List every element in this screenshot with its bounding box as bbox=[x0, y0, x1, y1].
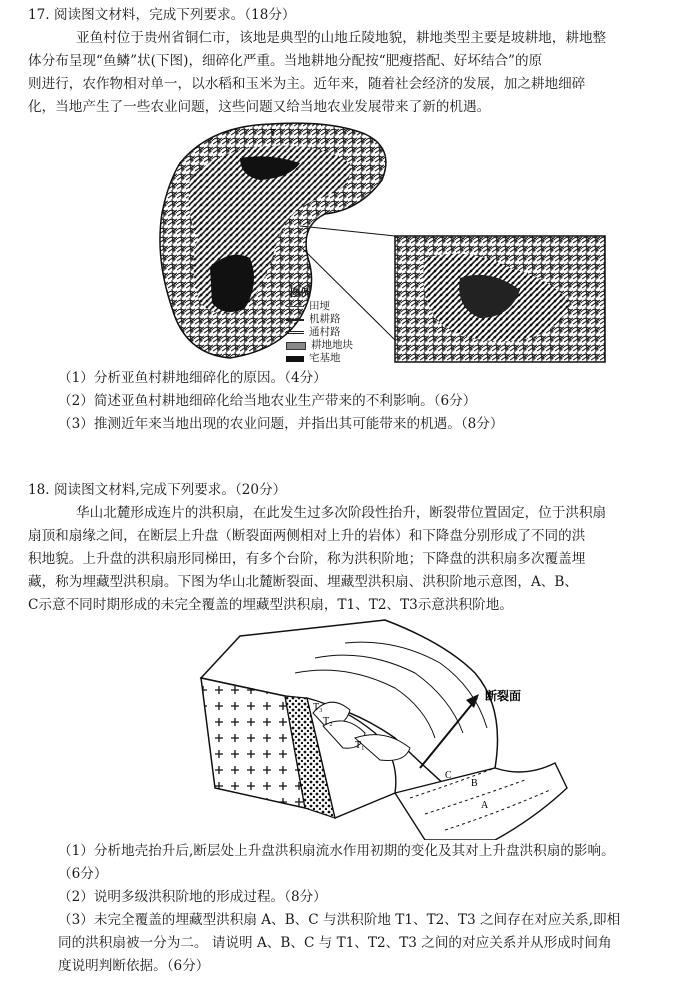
q18-question-3-cont: 度说明判断依据。（6分） bbox=[58, 958, 210, 974]
legend-item: 田埂 bbox=[286, 300, 353, 313]
alluvial-fan-diagram bbox=[195, 618, 575, 840]
label-t3: T₃ bbox=[313, 702, 323, 713]
label-fault: 断裂面 bbox=[485, 689, 522, 703]
legend-item: 宅基地 bbox=[286, 352, 353, 365]
q18-para-line: 藏，称为埋藏型洪积扇。下图为华山北麓断裂面、埋藏型洪积扇、洪积阶地示意图，A、B、 bbox=[28, 574, 578, 590]
label-t2: T₂ bbox=[323, 716, 333, 727]
q17-para-line: 体分布呈现“鱼鳞”状(下图)，细碎化严重。当地耕地分配按“肥瘦搭配、好坏结合”的原 bbox=[28, 53, 543, 69]
map-label-t: T bbox=[270, 128, 277, 139]
q18-para-line: 华山北麓形成连片的洪积扇，在此发生过多次阶段性抬升，断裂带位置固定，位于洪积扇 bbox=[76, 505, 607, 521]
q17-question-1: （1）分析亚鱼村耕地细碎化的原因。（4分） bbox=[58, 370, 327, 386]
q17-para-line: 化，当地产生了一些农业问题，这些问题又给当地农业发展带来了新的机遇。 bbox=[28, 99, 491, 115]
q18-para-line: 扇顶和扇缘之间，在断层上升盘（断裂面两侧相对上升的岩体）和下降盘分别形成了不同的洪 bbox=[28, 528, 586, 544]
label-c: C bbox=[445, 770, 452, 781]
legend-item: 机耕路 bbox=[286, 313, 353, 326]
label-b: B bbox=[471, 778, 478, 789]
q18-question-1-score: （6分） bbox=[58, 866, 108, 882]
legend-item: 通村路 bbox=[286, 326, 353, 339]
map-legend bbox=[286, 287, 353, 365]
legend-item: 耕地地块 bbox=[286, 339, 353, 352]
q18-question-2: （2）说明多级洪积阶地的形成过程。（8分） bbox=[58, 889, 327, 905]
legend-swatch bbox=[286, 331, 304, 334]
label-a: A bbox=[481, 800, 489, 811]
label-t1: T₁ bbox=[355, 740, 365, 751]
q17-header: 17. 阅读图文材料，完成下列要求。（18分） bbox=[28, 7, 296, 23]
q18-question-3: （3）未完全覆盖的埋藏型洪积扇 A、B、C 与洪积阶地 T1、T2、T3 之间存在对应关系,即相 bbox=[58, 912, 621, 928]
q17-para-line: 亚鱼村位于贵州省铜仁市，该地是典型的山地丘陵地貌，耕地类型主要是坡耕地，耕地整 bbox=[76, 30, 607, 46]
q18-para-line: C示意不同时期形成的未完全覆盖的埋藏型洪积扇，T1、T2、T3示意洪积阶地。 bbox=[28, 597, 513, 613]
q17-question-3: （3）推测近年来当地出现的农业问题，并指出其可能带来的机遇。（8分） bbox=[58, 416, 504, 432]
legend-swatch bbox=[286, 306, 304, 307]
village-farmland-map bbox=[150, 118, 610, 370]
q18-question-1: （1）分析地壳抬升后,断层处上升盘洪积扇流水作用初期的变化及其对上升盘洪积扇的影响。 bbox=[58, 843, 615, 859]
q18-header: 18. 阅读图文材料,完成下列要求。（20分） bbox=[28, 482, 287, 498]
q18-question-3-cont: 同的洪积扇被一分为二。 请说明 A、B、C 与 T1、T2、T3 之间的对应关系并从形成时间角 bbox=[58, 935, 612, 951]
legend-swatch bbox=[286, 319, 304, 321]
q17-para-line: 则进行，农作物相对单一，以水稻和玉米为主。近年来，随着社会经济的发展，加之耕地细碎 bbox=[28, 76, 586, 92]
q18-para-line: 积地貌。上升盘的洪积扇形同梯田，有多个台阶，称为洪积阶地；下降盘的洪积扇多次覆盖埋 bbox=[28, 551, 586, 567]
legend-swatch bbox=[286, 356, 304, 362]
legend-swatch bbox=[286, 342, 306, 350]
legend-title: 图例 bbox=[290, 287, 311, 299]
q17-question-2: （2）简述亚鱼村耕地细碎化给当地农业生产带来的不利影响。（6分） bbox=[58, 393, 477, 409]
